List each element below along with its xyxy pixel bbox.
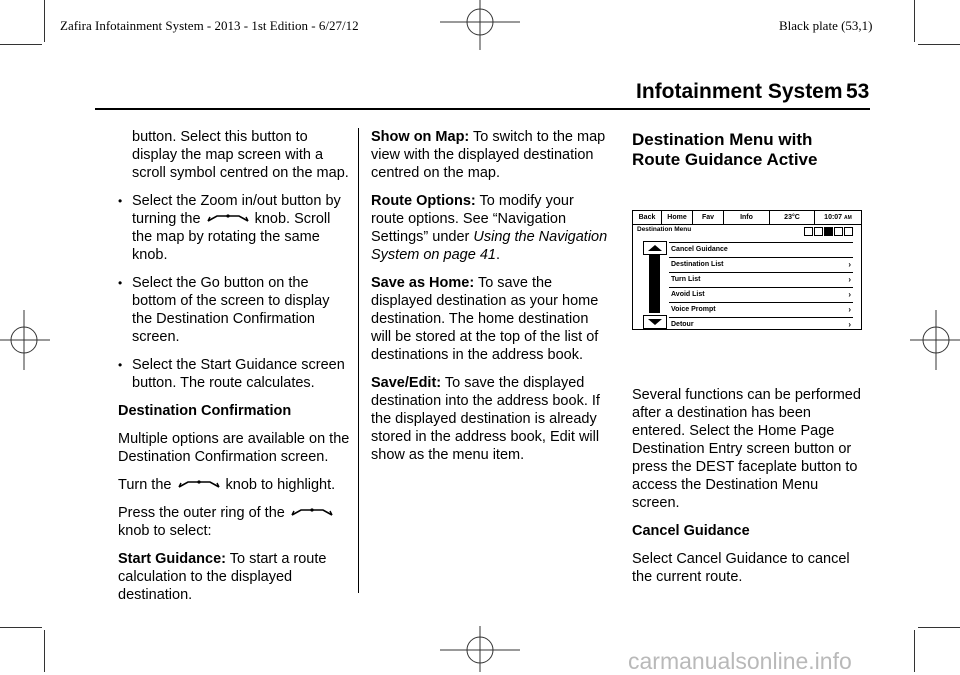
menu-item-label: Avoid List [671, 291, 705, 298]
bullet-item [118, 192, 352, 264]
status-icon [804, 227, 813, 236]
chevron-right-icon: › [848, 260, 851, 269]
print-header-right: Black plate (53,1) [779, 18, 873, 33]
status-icon [824, 227, 833, 236]
status-icon [844, 227, 853, 236]
bullet-item: • Select the Go button on the bottom of the screen to display the Destination Confirmation screen. [118, 274, 352, 346]
crop-mark [918, 627, 960, 628]
crop-mark [0, 627, 42, 628]
scroll-down-button[interactable] [643, 315, 667, 329]
registration-mark-icon [910, 310, 960, 370]
term-text: To modify your route options. See “Navigation Settings” under [371, 193, 574, 245]
print-header-left: Zafira Infotainment System - 2013 - 1st Edition - 6/27/12 [60, 18, 359, 33]
subheading: Destination Confirmation [118, 403, 292, 419]
term-label: Save/Edit: [371, 375, 442, 391]
paragraph [118, 550, 352, 604]
menu-item-label: Voice Prompt [671, 306, 716, 313]
crop-mark [914, 630, 915, 672]
term-label: Save as Home: [371, 275, 475, 291]
status-icons [803, 227, 853, 238]
tab-home[interactable]: Home [662, 211, 693, 224]
registration-mark-icon [0, 310, 50, 370]
destination-menu-screen [632, 210, 862, 330]
text-run: Turn the [118, 477, 172, 493]
column-divider [358, 128, 359, 593]
status-icon [814, 227, 823, 236]
chevron-right-icon: › [848, 290, 851, 299]
paragraph [371, 128, 609, 182]
bullet-text: knob. Scroll the map by rotating the same knob. [132, 211, 331, 263]
paragraph: Multiple options are available on the Destination Confirmation screen. [118, 431, 350, 465]
paragraph: button. Select this button to display the map screen with a scroll symbol centred on the map. [132, 129, 349, 181]
menu-item-label: Detour [671, 321, 694, 328]
scrollbar[interactable] [643, 239, 665, 327]
term-text: To switch to the map view with the displayed destination centred on the map. [371, 129, 606, 181]
column-left [118, 128, 352, 614]
status-icon [834, 227, 843, 236]
crop-mark [918, 44, 960, 45]
clock-time: 10:07 [824, 214, 843, 221]
screen-top-bar [633, 211, 861, 225]
text-run: knob to highlight. [225, 477, 336, 493]
menu-item-label: Turn List [671, 276, 701, 283]
term-label: Show on Map: [371, 129, 470, 145]
tab-back[interactable]: Back [633, 211, 662, 224]
knob-icon [205, 212, 251, 224]
term-text: . [495, 247, 500, 263]
paragraph [371, 374, 609, 464]
arrow-up-icon [644, 242, 666, 254]
knob-icon [289, 506, 335, 518]
header-rule [95, 108, 870, 110]
subheading: Cancel Guidance [632, 523, 750, 539]
arrow-down-icon [644, 316, 666, 328]
term-text: To save the displayed destination into the address book. If the displayed destination is already stored in the address book, Edit will show as the menu item. [371, 375, 600, 463]
registration-mark-icon [440, 626, 520, 672]
bullet-item: • Select the Start Guidance screen button. The route calculates. [118, 356, 352, 392]
menu-item[interactable] [669, 257, 853, 272]
term-label: Start Guidance: [118, 551, 226, 567]
term-text: To save the displayed destination as your home destination. The home destination will be stored at the top of the list of destinations in the address book. [371, 275, 599, 363]
menu-list [669, 242, 853, 332]
menu-title: Destination Menu [637, 226, 692, 233]
column-right-body [632, 386, 864, 596]
chevron-right-icon: › [848, 305, 851, 314]
tab-info[interactable]: Info [724, 211, 770, 224]
crop-mark [44, 630, 45, 672]
tab-fav[interactable]: Fav [693, 211, 724, 224]
text-run: Press the outer ring of the [118, 505, 285, 521]
temperature-display: 23°C [770, 211, 815, 224]
chevron-right-icon: › [848, 275, 851, 284]
cross-reference: Using the Navigation System on page 41 [371, 229, 608, 263]
section-title: Destination Menu with Route Guidance Active [632, 130, 818, 169]
knob-icon [176, 478, 222, 490]
paragraph [118, 504, 352, 540]
menu-item[interactable] [669, 302, 853, 317]
column-right [632, 130, 864, 184]
paragraph: Select Cancel Guidance to cancel the current route. [632, 551, 850, 585]
clock-display [815, 211, 861, 224]
page-number: 53 [846, 80, 870, 103]
paragraph [118, 476, 352, 494]
watermark: carmanualsonline.info [628, 648, 852, 674]
scroll-thumb[interactable] [649, 255, 660, 313]
crop-mark [0, 44, 42, 45]
paragraph [371, 192, 609, 264]
chevron-right-icon: › [848, 320, 851, 329]
paragraph: Several functions can be performed after a destination has been entered. Select the Home Page Destination Entry screen button or press the DEST faceplate button to access the Destination Menu screen. [632, 387, 861, 511]
menu-item[interactable] [669, 287, 853, 302]
term-label: Route Options: [371, 193, 476, 209]
page-title: Infotainment System [636, 80, 843, 103]
term-text: To start a route calculation to the displayed destination. [118, 551, 327, 603]
menu-item-label: Cancel Guidance [671, 246, 728, 253]
menu-item[interactable] [669, 317, 853, 332]
scroll-up-button[interactable] [643, 241, 667, 255]
bullet-text: Select the Zoom in/out button by turning the [132, 193, 341, 227]
menu-item[interactable] [669, 272, 853, 287]
text-run: knob to select: [118, 523, 212, 539]
crop-mark [914, 0, 915, 42]
menu-item[interactable] [669, 242, 853, 257]
menu-item-label: Destination List [671, 261, 724, 268]
registration-mark-icon [440, 0, 520, 56]
crop-mark [44, 0, 45, 42]
paragraph [371, 274, 609, 364]
clock-ampm: AM [844, 215, 852, 221]
column-middle [371, 128, 609, 474]
